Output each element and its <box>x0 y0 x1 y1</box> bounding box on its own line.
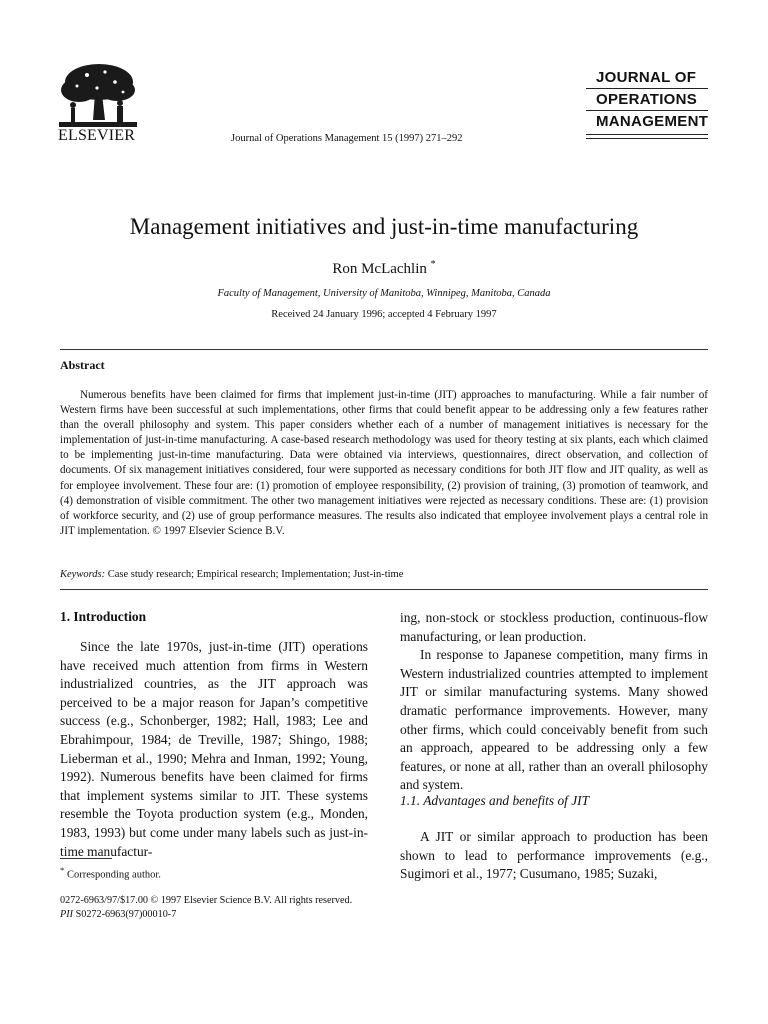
right-paragraph-2: In response to Japanese competition, many firms in Western industrialized countries attempted to implement JIT or similar manufacturing systems. Many showed dramatic performance improvements. However, many other firms, which could conceivably benefit from such an approach, appeared to be addressing only a few features, or none at all, rather than an overall philosophy and system. <box>400 647 708 793</box>
right-column-text <box>400 609 708 795</box>
keywords-label: Keywords: <box>60 569 106 580</box>
intro-paragraph: Since the late 1970s, just-in-time (JIT) operations have received much attention from firms in Western industrialized countries, as the JIT approach was perceived to be a major reason for Japan’s competitive success (e.g., Schonberger, 1982; Hall, 1983; Lee and Ebrahimpour, 1984; de Treville, 1987; Shingo, 1988; Lieberman et al., 1990; Mehra and Inman, 1992; Young, 1992). Numerous benefits have been claimed for firms that implement systems similar to JIT. These systems resemble the Toyota production system (e.g., Monden, 1983, 1993) but come under many labels such as just-in-time manufactur- <box>60 639 368 859</box>
footnote-mark: * <box>60 865 65 875</box>
journal-title-block <box>586 67 708 142</box>
divider-bottom <box>60 589 708 590</box>
abstract-text: Numerous benefits have been claimed for firms that implement just-in-time (JIT) approaches to manufacturing. While a fair number of Western firms have been successful at such implementations, other firms that could benefit appear to be addressing only a few features rather than the overall philosophy and system. This paper considers whether each of a number of management initiatives is necessary for the implementation of just-in-time manufacturing. A case-based research methodology was used for theory testing at six plants, each which claimed to be implementing just-in-time manufacturing. Data were obtained via interviews, questionnaires, direct observation, and collection of documents. Of six management initiatives considered, four were supported as necessary conditions for both JIT flow and JIT quality, as well as for employee involvement. These four are: (1) promotion of employee responsibility, (2) provision of training, (3) promotion of teamwork, and (4) demonstration of visible commitment. The other two management initiatives were rejected as necessary conditions. These are: (1) provision of workforce security, and (2) use of group performance measures. The results also indicated that employee involvement plays a central role in JIT implementation. © 1997 Elsevier Science B.V. <box>60 389 708 537</box>
section-heading: 1. Introduction <box>60 609 147 624</box>
journal-citation: Journal of Operations Management 15 (1997) 271–292 <box>231 133 463 144</box>
subsection-heading: 1.1. Advantages and benefits of JIT <box>400 793 590 808</box>
elsevier-tree-logo-icon <box>57 60 139 130</box>
right-paragraph-1: ing, non-stock or stockless production, continuous-flow manufacturing, or lean production. <box>400 610 708 644</box>
author-footnote-mark[interactable]: * <box>430 259 436 270</box>
right-paragraph-3: A JIT or similar approach to production has been shown to lead to performance improvements (e.g., Sugimori et al., 1977; Cusumano, 1985; Suzaki, <box>400 829 708 882</box>
copyright-block <box>60 894 352 921</box>
copyright-line: 0272-6963/97/$17.00 © 1997 Elsevier Science B.V. All rights reserved. <box>60 895 353 906</box>
abstract-heading: Abstract <box>60 358 105 372</box>
footnote-text: Corresponding author. <box>67 869 161 881</box>
received-dates: Received 24 January 1996; accepted 4 February 1997 <box>271 309 497 320</box>
publisher-name: ELSEVIER <box>58 127 136 144</box>
keywords-line <box>60 569 403 580</box>
author-affiliation: Faculty of Management, University of Manitoba, Winnipeg, Manitoba, Canada <box>217 288 551 299</box>
journal-title-line-2: OPERATIONS <box>586 89 708 111</box>
author-name: Ron McLachlin <box>332 261 427 277</box>
author-line <box>0 259 768 278</box>
journal-title-line-3: MANAGEMENT <box>596 113 709 130</box>
keywords-list: Case study research; Empirical research; Implementation; Just-in-time <box>107 569 404 580</box>
pii-line <box>60 908 352 922</box>
footnote-rule <box>60 858 112 859</box>
pii-value: S0272-6963(97)00010-7 <box>75 908 177 920</box>
journal-title-line-1: JOURNAL OF <box>586 67 708 89</box>
pii-label: PII <box>60 908 74 920</box>
footnote <box>60 865 161 881</box>
divider-top <box>60 349 708 350</box>
article-title: Management initiatives and just-in-time manufacturing <box>129 214 639 239</box>
journal-title-rules <box>586 134 708 142</box>
